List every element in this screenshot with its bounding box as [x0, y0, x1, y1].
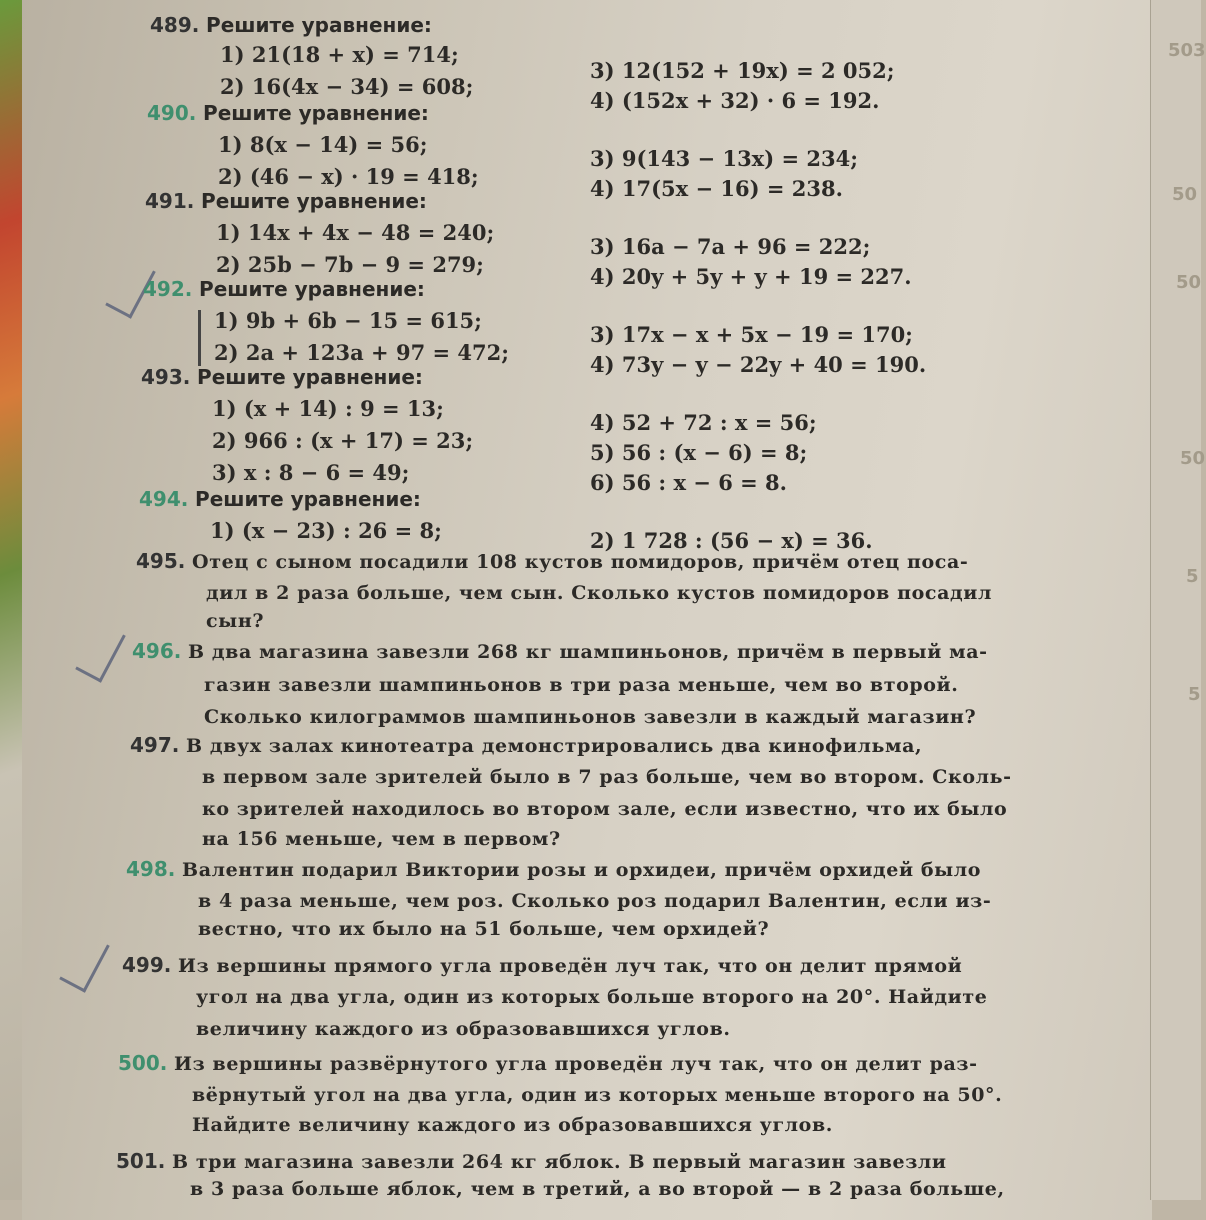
problem-text: Из вершины развёрнутого угла проведён луч так, что он делит раз-	[174, 1053, 978, 1075]
equation: 1) 21(18 + x) = 714;	[220, 42, 459, 67]
equation: 1) (x − 23) : 26 = 8;	[210, 518, 442, 543]
problem-text: Сколько килограммов шампиньонов завезли в каждый магазин?	[204, 706, 977, 728]
adjacent-page-edge	[1150, 0, 1201, 1200]
problem-495-line	[136, 548, 968, 575]
equation: 3) 16a − 7a + 96 = 222;	[590, 234, 871, 259]
equation: 2) 966 : (x + 17) = 23;	[212, 428, 474, 453]
equation: 4) 17(5x − 16) = 238.	[590, 176, 843, 201]
problem-text: величину каждого из образовавшихся углов.	[196, 1018, 731, 1040]
problem-496-line	[132, 638, 988, 665]
problem-498-line	[126, 856, 981, 883]
problem-text: В два магазина завезли 268 кг шампиньонов, причём в первый ма-	[188, 641, 988, 663]
edge-number: 503	[1168, 40, 1206, 61]
equation: 3) 12(152 + 19x) = 2 052;	[590, 58, 895, 83]
problem-500-line	[118, 1050, 978, 1077]
equation: 6) 56 : x − 6 = 8.	[590, 470, 787, 495]
problem-text: газин завезли шампиньонов в три раза меньше, чем во второй.	[204, 674, 959, 696]
problem-501-line	[116, 1148, 947, 1175]
problem-492-heading-row	[143, 276, 425, 302]
problem-heading: Решите уравнение:	[206, 13, 432, 37]
equation: 2) 25b − 7b − 9 = 279;	[216, 252, 484, 277]
equation: 1) 14x + 4x − 48 = 240;	[216, 220, 495, 245]
edge-number: 5	[1186, 566, 1199, 587]
problem-number: 501.	[116, 1149, 166, 1173]
equation: 2) 16(4x − 34) = 608;	[220, 74, 474, 99]
edge-number: 50	[1180, 448, 1206, 469]
problem-494-heading-row	[139, 486, 421, 512]
equation: 3) x : 8 − 6 = 49;	[212, 460, 410, 485]
problem-heading: Решите уравнение:	[201, 189, 427, 213]
equation: 5) 56 : (x − 6) = 8;	[590, 440, 808, 465]
problem-number: 493.	[141, 365, 191, 389]
problem-text: Отец с сыном посадили 108 кустов помидоров, причём отец поса-	[192, 551, 969, 573]
problem-text: сын?	[206, 610, 265, 632]
problem-number: 500.	[118, 1051, 168, 1075]
pencil-bracket-mark	[198, 310, 207, 366]
problem-text: вестно, что их было на 51 больше, чем орхидей?	[198, 918, 770, 940]
problem-text: дил в 2 раза больше, чем сын. Сколько кустов помидоров посадил	[206, 582, 992, 604]
edge-number: 5	[1188, 684, 1201, 705]
edge-number: 50	[1172, 184, 1198, 205]
problem-number: 497.	[130, 733, 180, 757]
problem-heading: Решите уравнение:	[195, 487, 421, 511]
equation: 4) 52 + 72 : x = 56;	[590, 410, 817, 435]
problem-text: угол на два угла, один из которых больше второго на 20°. Найдите	[196, 986, 988, 1008]
edge-number: 50	[1176, 272, 1202, 293]
problem-number: 491.	[145, 189, 195, 213]
problem-number: 494.	[139, 487, 189, 511]
problem-text: В двух залах кинотеатра демонстрировались два кинофильма,	[186, 735, 923, 757]
problem-number: 498.	[126, 857, 176, 881]
equation: 1) 8(x − 14) = 56;	[218, 132, 428, 157]
problem-493-heading-row	[141, 364, 423, 390]
problem-heading: Решите уравнение:	[199, 277, 425, 301]
problem-heading: Решите уравнение:	[197, 365, 423, 389]
problem-number: 496.	[132, 639, 182, 663]
equation: 2) 2a + 123a + 97 = 472;	[214, 340, 509, 365]
equation: 4) (152x + 32) · 6 = 192.	[590, 88, 880, 113]
problem-499-line	[122, 952, 962, 979]
problem-text: В три магазина завезли 264 кг яблок. В первый магазин завезли	[172, 1151, 947, 1173]
problem-number: 495.	[136, 549, 186, 573]
equation: 1) 9b + 6b − 15 = 615;	[214, 308, 482, 333]
problem-number: 499.	[122, 953, 172, 977]
problem-490-heading-row	[147, 100, 429, 126]
equation: 2) (46 − x) · 19 = 418;	[218, 164, 479, 189]
equation: 3) 9(143 − 13x) = 234;	[590, 146, 858, 171]
problem-number: 489.	[150, 13, 200, 37]
problem-text: Из вершины прямого угла проведён луч так, что он делит прямой	[178, 955, 963, 977]
problem-number: 490.	[147, 101, 197, 125]
problem-text: в первом зале зрителей было в 7 раз больше, чем во втором. Сколь-	[202, 766, 1012, 788]
problem-text: Найдите величину каждого из образовавшихся углов.	[192, 1114, 833, 1136]
equation: 4) 20y + 5y + y + 19 = 227.	[590, 264, 912, 289]
problem-number: 492.	[143, 277, 193, 301]
equation: 4) 73y − y − 22y + 40 = 190.	[590, 352, 927, 377]
equation: 3) 17x − x + 5x − 19 = 170;	[590, 322, 913, 347]
equation: 1) (x + 14) : 9 = 13;	[212, 396, 444, 421]
problem-497-line	[130, 732, 922, 759]
problem-text: Валентин подарил Виктории розы и орхидеи, причём орхидей было	[182, 859, 982, 881]
equation: 2) 1 728 : (56 − x) = 36.	[590, 528, 873, 553]
problem-text: ко зрителей находилось во втором зале, если известно, что их было	[202, 798, 1008, 820]
problem-heading: Решите уравнение:	[203, 101, 429, 125]
problem-text: вёрнутый угол на два угла, один из которых меньше второго на 50°.	[192, 1084, 1003, 1106]
problem-489-heading-row	[150, 12, 432, 38]
problem-491-heading-row	[145, 188, 427, 214]
problem-text: в 3 раза больше яблок, чем в третий, а во второй — в 2 раза больше,	[190, 1178, 1005, 1200]
problem-text: в 4 раза меньше, чем роз. Сколько роз подарил Валентин, если из-	[198, 890, 992, 912]
problem-text: на 156 меньше, чем в первом?	[202, 828, 561, 850]
